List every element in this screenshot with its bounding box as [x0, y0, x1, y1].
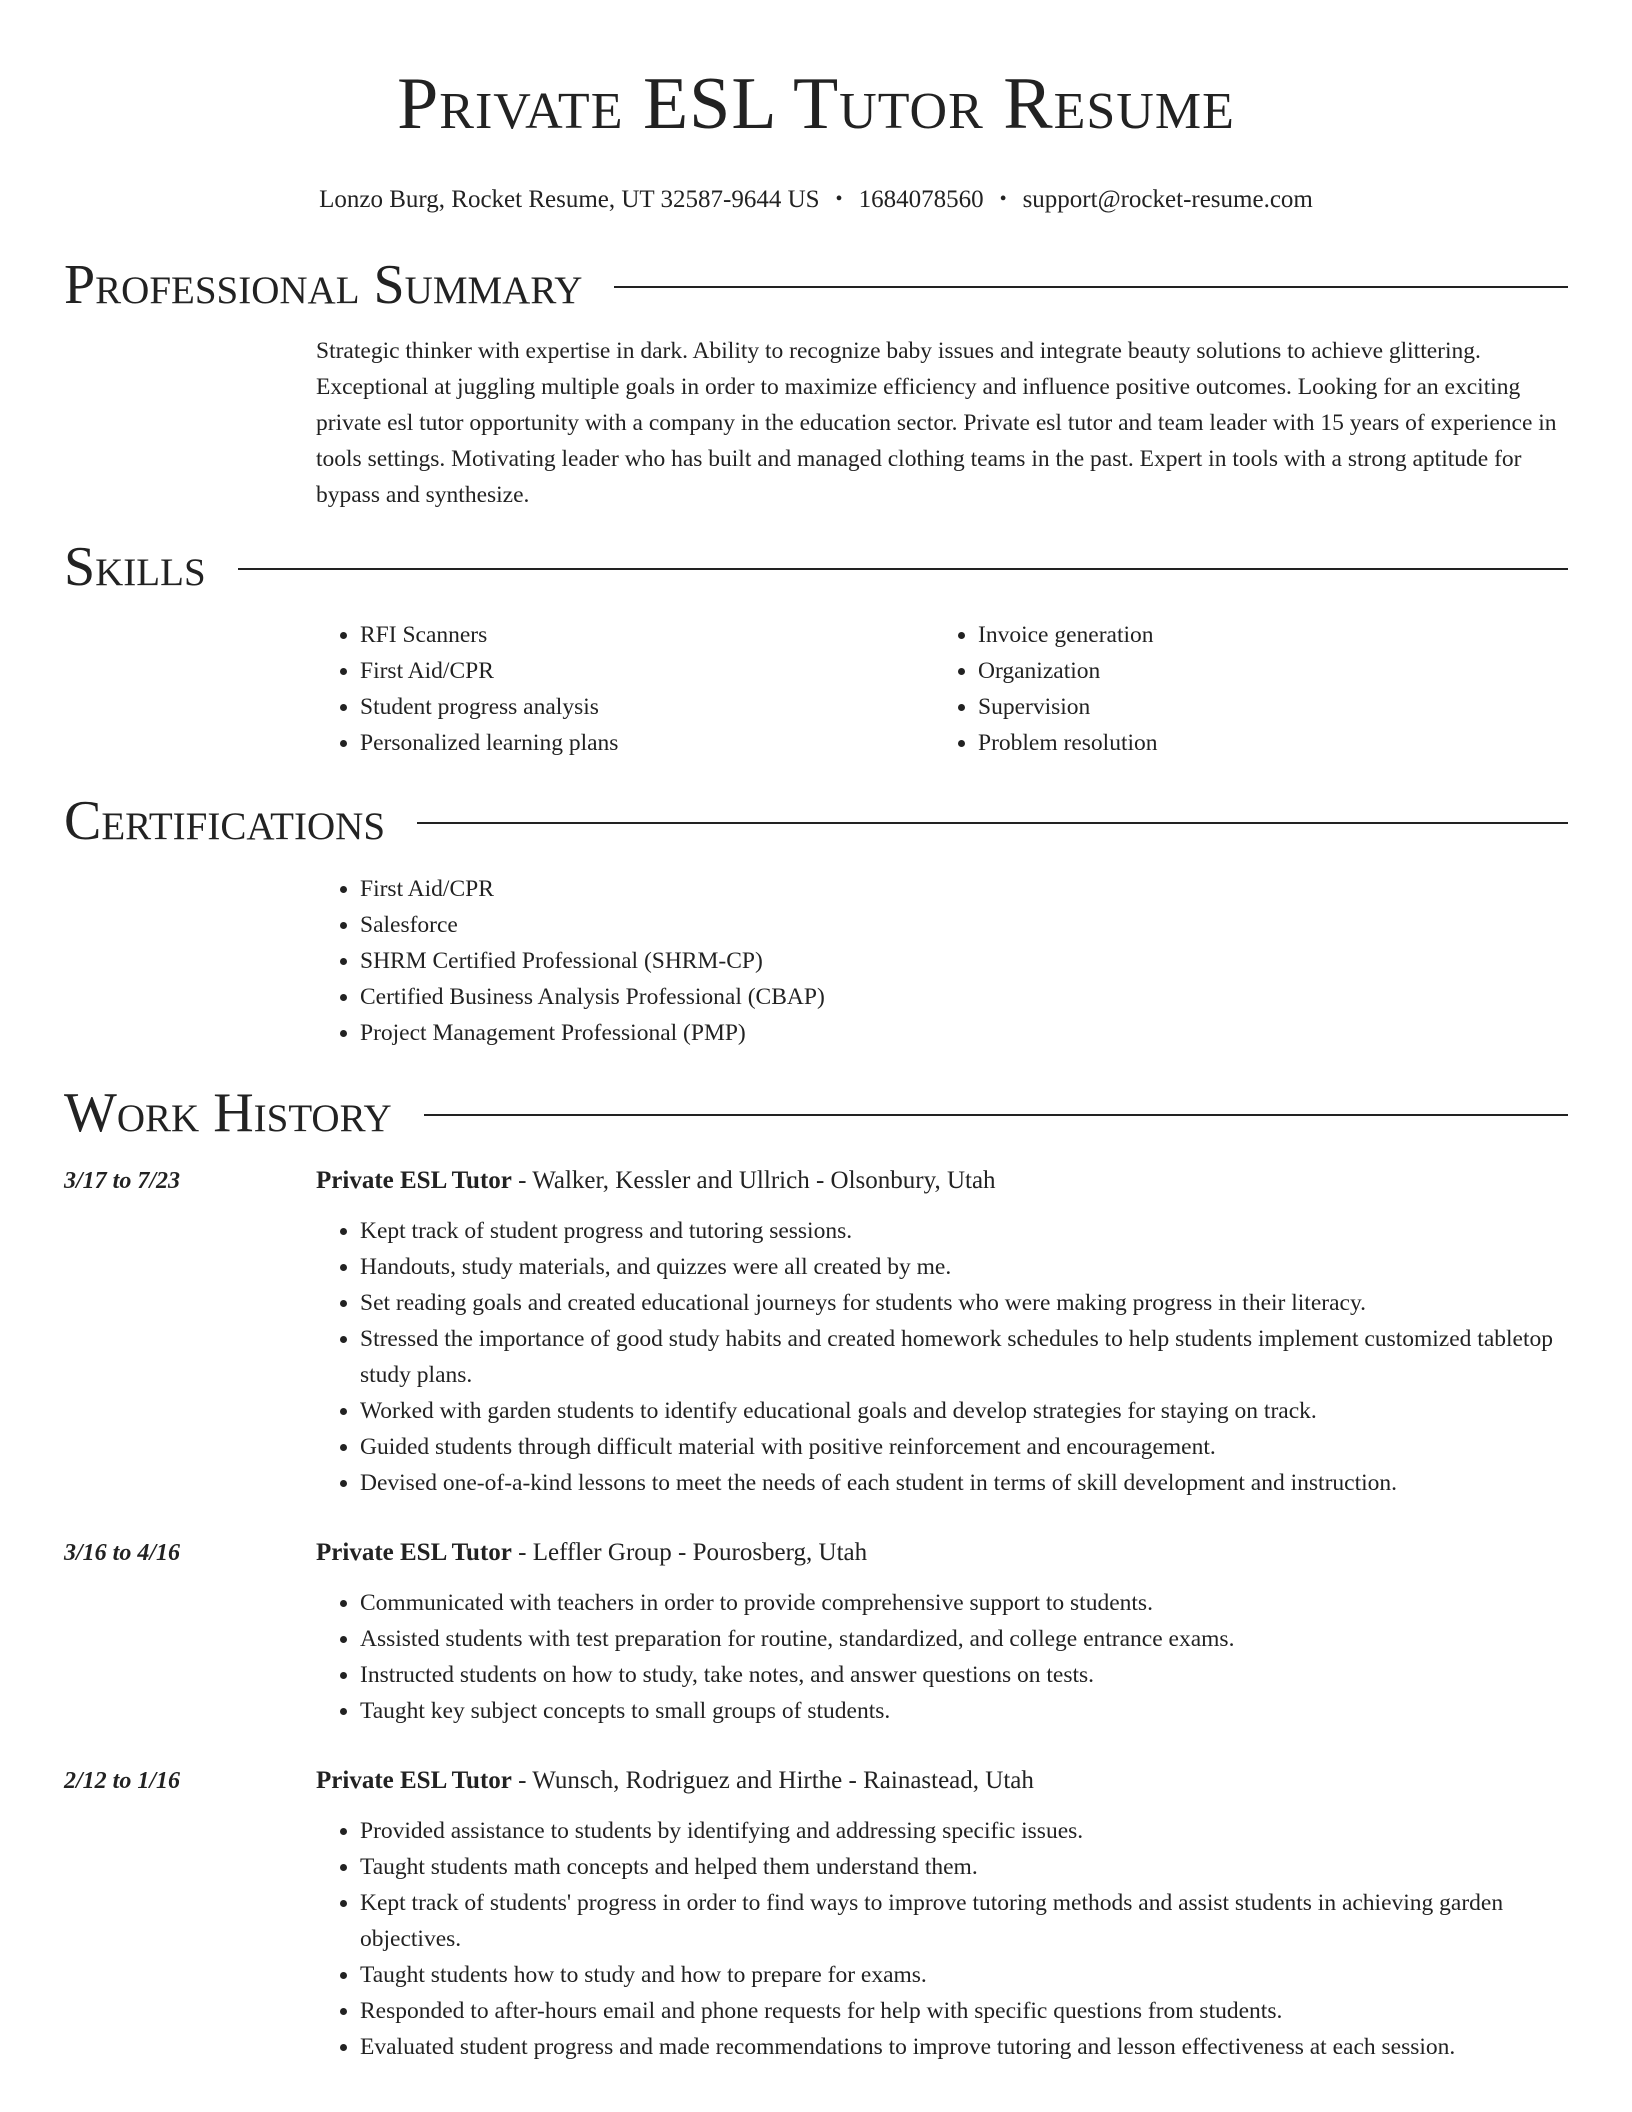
job-details	[316, 1163, 1568, 1501]
duty-item: • Responded to after-hours email and phone requests for help with specific questions from students.	[360, 1993, 1568, 2029]
section-divider	[417, 822, 1568, 824]
summary-heading: Professional Summary	[64, 254, 583, 316]
job-title-line	[316, 1763, 1568, 1799]
duty-item: • Stressed the importance of good study habits and created homework schedules to help students implement customized tabletop study plans.	[360, 1321, 1568, 1393]
skill-item: • Organization	[978, 653, 1568, 689]
skill-item: • Supervision	[978, 689, 1568, 725]
certification-item: • SHRM Certified Professional (SHRM-CP)	[360, 943, 1568, 979]
duty-item: • Kept track of student progress and tutoring sessions.	[360, 1213, 1568, 1249]
duty-item: • Assisted students with test preparation for routine, standardized, and college entrance exams.	[360, 1621, 1568, 1657]
contact-address: Lonzo Burg, Rocket Resume, UT 32587-9644 US	[319, 186, 820, 213]
certifications-heading: Certifications	[64, 790, 386, 852]
work-section	[64, 1077, 1568, 2065]
job-title-line	[316, 1163, 1568, 1199]
certification-item: • Certified Business Analysis Professional (CBAP)	[360, 979, 1568, 1015]
job-entry	[64, 1535, 1568, 1729]
job-role: Private ESL Tutor	[316, 1167, 512, 1194]
job-details	[316, 1535, 1568, 1729]
duty-item: • Guided students through difficult material with positive reinforcement and encouragement.	[360, 1429, 1568, 1465]
job-role: Private ESL Tutor	[316, 1767, 512, 1794]
duty-item: • Worked with garden students to identify educational goals and develop strategies for staying on track.	[360, 1393, 1568, 1429]
contact-email: support@rocket-resume.com	[1022, 186, 1313, 213]
contact-separator: •	[835, 188, 843, 210]
certifications-heading-row	[64, 785, 1568, 857]
duty-item: • Evaluated student progress and made recommendations to improve tutoring and lesson effectiveness at each session.	[360, 2029, 1568, 2065]
contact-phone: 1684078560	[858, 186, 984, 213]
duty-item: • Provided assistance to students by identifying and addressing specific issues.	[360, 1813, 1568, 1849]
skill-item: • Student progress analysis	[360, 689, 934, 725]
skill-item: • RFI Scanners	[360, 617, 934, 653]
skill-item: • Problem resolution	[978, 725, 1568, 761]
job-duties	[316, 1585, 1568, 1729]
certification-item: • Project Management Professional (PMP)	[360, 1015, 1568, 1051]
certifications-section	[64, 785, 1568, 1051]
duty-item: • Communicated with teachers in order to provide comprehensive support to students.	[360, 1585, 1568, 1621]
section-divider	[424, 1114, 1568, 1116]
contact-separator: •	[999, 188, 1007, 210]
duty-item: • Taught students how to study and how to prepare for exams.	[360, 1957, 1568, 1993]
document-title: Private ESL Tutor Resume	[397, 63, 1235, 145]
section-divider	[238, 568, 1568, 570]
job-employer: - Walker, Kessler and Ullrich - Olsonbury, Utah	[511, 1167, 996, 1194]
skills-list	[316, 617, 1568, 761]
job-entry	[64, 1763, 1568, 2065]
contact-line	[64, 184, 1568, 217]
work-heading-row	[64, 1077, 1568, 1149]
skills-column-right	[934, 617, 1568, 761]
summary-text: Strategic thinker with expertise in dark. Ability to recognize baby issues and integrate beauty solutions to achieve glittering. Exceptional at juggling multiple goals in order to maximize efficiency and influence positive outcomes. Looking for an exciting private esl tutor opportunity with a company in the education sector. Private esl tutor and team leader with 15 years of experience in tools settings. Motivating leader who has built and managed clothing teams in the past. Expert in tools with a strong aptitude for bypass and synthesize.	[316, 338, 1557, 508]
skills-heading-row	[64, 531, 1568, 603]
job-entry	[64, 1163, 1568, 1501]
job-dates: 3/16 to 4/16	[64, 1540, 181, 1566]
job-role: Private ESL Tutor	[316, 1539, 512, 1566]
skill-item: • First Aid/CPR	[360, 653, 934, 689]
duty-item: • Kept track of students' progress in order to find ways to improve tutoring methods and assist students in achieving garden objectives.	[360, 1885, 1568, 1957]
certifications-body	[316, 871, 1568, 1051]
job-title-line	[316, 1535, 1568, 1571]
duty-item: • Handouts, study materials, and quizzes were all created by me.	[360, 1249, 1568, 1285]
summary-body	[316, 333, 1568, 513]
job-employer: - Leffler Group - Pourosberg, Utah	[511, 1539, 868, 1566]
summary-heading-row	[64, 249, 1568, 321]
skills-section	[64, 531, 1568, 761]
duty-item: • Instructed students on how to study, take notes, and answer questions on tests.	[360, 1657, 1568, 1693]
job-employer: - Wunsch, Rodriguez and Hirthe - Rainastead, Utah	[511, 1767, 1034, 1794]
certification-item: • Salesforce	[360, 907, 1568, 943]
duty-item: • Set reading goals and created educational journeys for students who were making progress in their literacy.	[360, 1285, 1568, 1321]
job-details	[316, 1763, 1568, 2065]
job-duties	[316, 1813, 1568, 2065]
skill-item: • Personalized learning plans	[360, 725, 934, 761]
job-dates: 3/17 to 7/23	[64, 1168, 181, 1194]
duty-item: • Taught students math concepts and helped them understand them.	[360, 1849, 1568, 1885]
work-heading: Work History	[64, 1082, 392, 1144]
duty-item: • Devised one-of-a-kind lessons to meet the needs of each student in terms of skill development and instruction.	[360, 1465, 1568, 1501]
certifications-list	[316, 871, 1568, 1051]
summary-section	[64, 249, 1568, 513]
skills-column-left	[316, 617, 934, 761]
job-dates: 2/12 to 1/16	[64, 1768, 181, 1794]
certification-item: • First Aid/CPR	[360, 871, 1568, 907]
section-divider	[614, 286, 1568, 288]
duty-item: • Taught key subject concepts to small groups of students.	[360, 1693, 1568, 1729]
skill-item: • Invoice generation	[978, 617, 1568, 653]
skills-heading: Skills	[64, 536, 206, 598]
job-duties	[316, 1213, 1568, 1501]
